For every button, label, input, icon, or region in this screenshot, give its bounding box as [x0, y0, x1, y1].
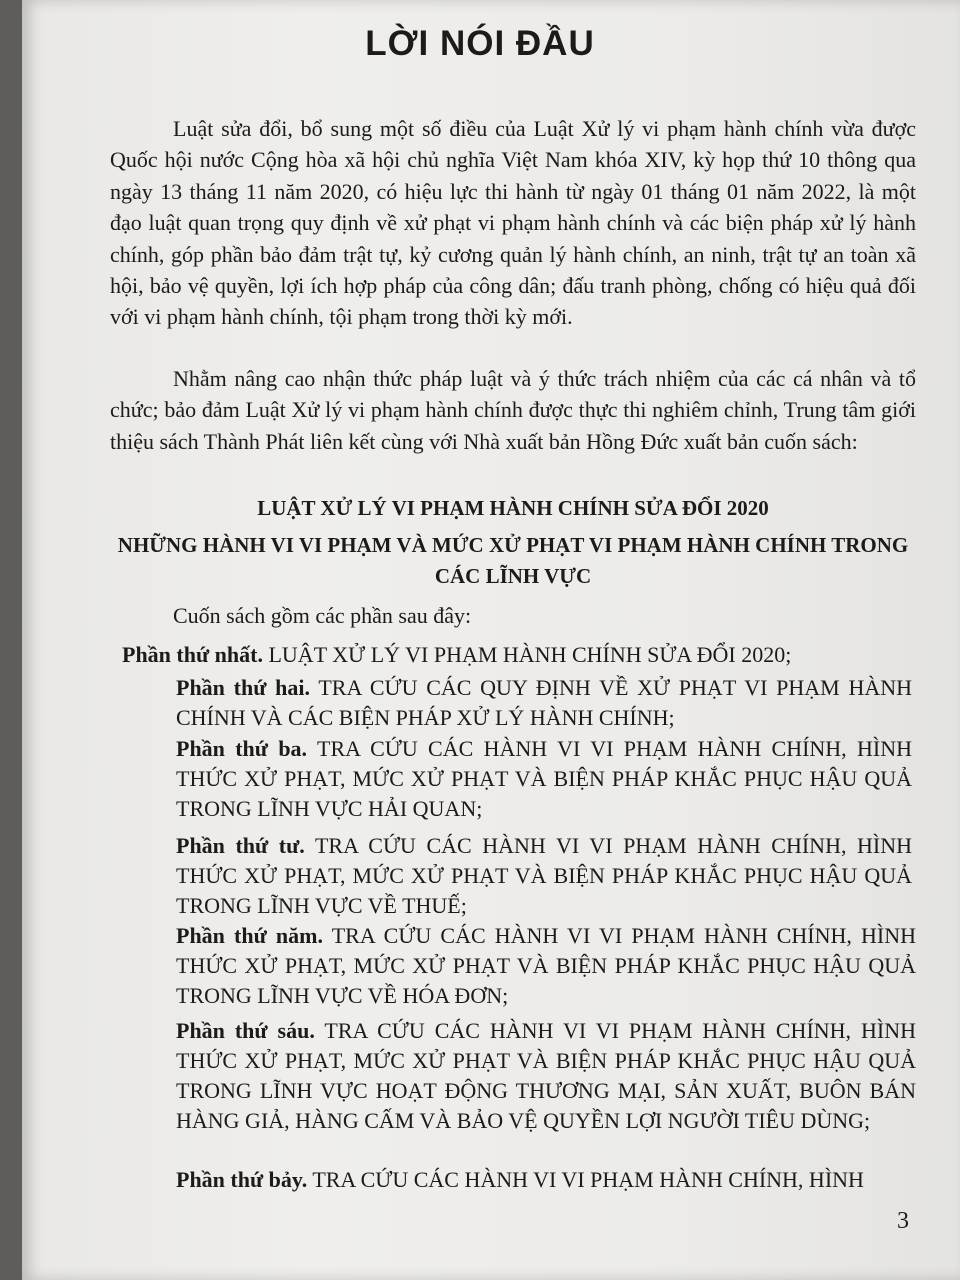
part-text: TRA CỨU CÁC HÀNH VI VI PHẠM HÀNH CHÍNH, HÌNH THỨC XỬ PHẠT, MỨC XỬ PHẠT VÀ BIỆN PHÁP KHẮC PHỤC HẬU QUẢ TRONG LĨNH VỰC VỀ THUẾ;: [176, 833, 912, 918]
part-text: TRA CỨU CÁC HÀNH VI VI PHẠM HÀNH CHÍNH, HÌNH THỨC XỬ PHẠT, MỨC XỬ PHẠT VÀ BIỆN PHÁP KHẮC PHỤC HẬU QUẢ TRONG LĨNH VỰC HẢI QUAN;: [176, 736, 912, 821]
part-text: TRA CỨU CÁC QUY ĐỊNH VỀ XỬ PHẠT VI PHẠM HÀNH CHÍNH VÀ CÁC BIỆN PHÁP XỬ LÝ HÀNH CHÍNH;: [176, 675, 912, 730]
part-text: TRA CỨU CÁC HÀNH VI VI PHẠM HÀNH CHÍNH, HÌNH THỨC XỬ PHẠT, MỨC XỬ PHẠT VÀ BIỆN PHÁP KHẮC PHỤC HẬU QUẢ TRONG LĨNH VỰC HOẠT ĐỘNG THƯƠNG MẠI, SẢN XUẤT, BUÔN BÁN HÀNG GIẢ, HÀNG CẤM VÀ BẢO VỆ QUYỀN LỢI NGƯỜI TIÊU DÙNG;: [176, 1018, 916, 1133]
paragraph-text: Luật sửa đổi, bổ sung một số điều của Luật Xử lý vi phạm hành chính vừa được Quốc hội nước Cộng hòa xã hội chủ nghĩa Việt Nam khóa XIV, kỳ họp thứ 10 thông qua ngày 13 tháng 11 năm 2020, có hiệu lực thi hành từ ngày 01 tháng 01 năm 2022, là một đạo luật quan trọng quy định về xử phạt vi phạm hành chính và các biện pháp xử lý hành chính, góp phần bảo đảm trật tự, kỷ cương quản lý hành chính, an ninh, trật tự an toàn xã hội, bảo vệ quyền, lợi ích hợp pháp của công dân; đấu tranh phòng, chống có hiệu quả đối với vi phạm hành chính, tội phạm trong thời kỳ mới.: [110, 116, 916, 330]
part-2: [176, 673, 912, 733]
contents-intro: Cuốn sách gồm các phần sau đây:: [173, 603, 472, 628]
paragraph-intro: [110, 113, 916, 333]
page-title: LỜI NÓI ĐẦU: [365, 24, 595, 63]
part-1: [122, 640, 882, 670]
part-3: [176, 734, 912, 824]
part-4: [176, 831, 912, 921]
part-5: [176, 921, 916, 1011]
book-title-line-2: NHỮNG HÀNH VI VI PHẠM VÀ MỨC XỬ PHẠT VI PHẠM HÀNH CHÍNH TRONG CÁC LĨNH VỰC: [117, 533, 909, 588]
part-label: Phần thứ tư.: [176, 833, 305, 858]
part-label: Phần thứ sáu.: [176, 1018, 315, 1043]
part-label: Phần thứ ba.: [176, 736, 308, 761]
part-6: [176, 1016, 916, 1136]
page-number: 3: [897, 1208, 909, 1234]
part-7: [176, 1165, 916, 1195]
part-label: Phần thứ hai.: [176, 675, 310, 700]
part-label: Phần thứ bảy.: [176, 1167, 308, 1192]
book-title-line-1: LUẬT XỬ LÝ VI PHẠM HÀNH CHÍNH SỬA ĐỔI 2020: [257, 496, 769, 520]
part-text: LUẬT XỬ LÝ VI PHẠM HÀNH CHÍNH SỬA ĐỔI 2020;: [268, 642, 792, 667]
part-text: TRA CỨU CÁC HÀNH VI VI PHẠM HÀNH CHÍNH, HÌNH: [312, 1167, 864, 1192]
part-label: Phần thứ nhất.: [122, 642, 263, 667]
paragraph-purpose: [110, 363, 916, 457]
part-text: TRA CỨU CÁC HÀNH VI VI PHẠM HÀNH CHÍNH, HÌNH THỨC XỬ PHẠT, MỨC XỬ PHẠT VÀ BIỆN PHÁP KHẮC PHỤC HẬU QUẢ TRONG LĨNH VỰC VỀ HÓA ĐƠN;: [176, 923, 916, 1008]
part-label: Phần thứ năm.: [176, 923, 323, 948]
paragraph-text: Nhằm nâng cao nhận thức pháp luật và ý thức trách nhiệm của các cá nhân và tổ chức; bảo đảm Luật Xử lý vi phạm hành chính được thực thi nghiêm chỉnh, Trung tâm giới thiệu sách Thành Phát liên kết cùng với Nhà xuất bản Hồng Đức xuất bản cuốn sách:: [110, 366, 916, 454]
